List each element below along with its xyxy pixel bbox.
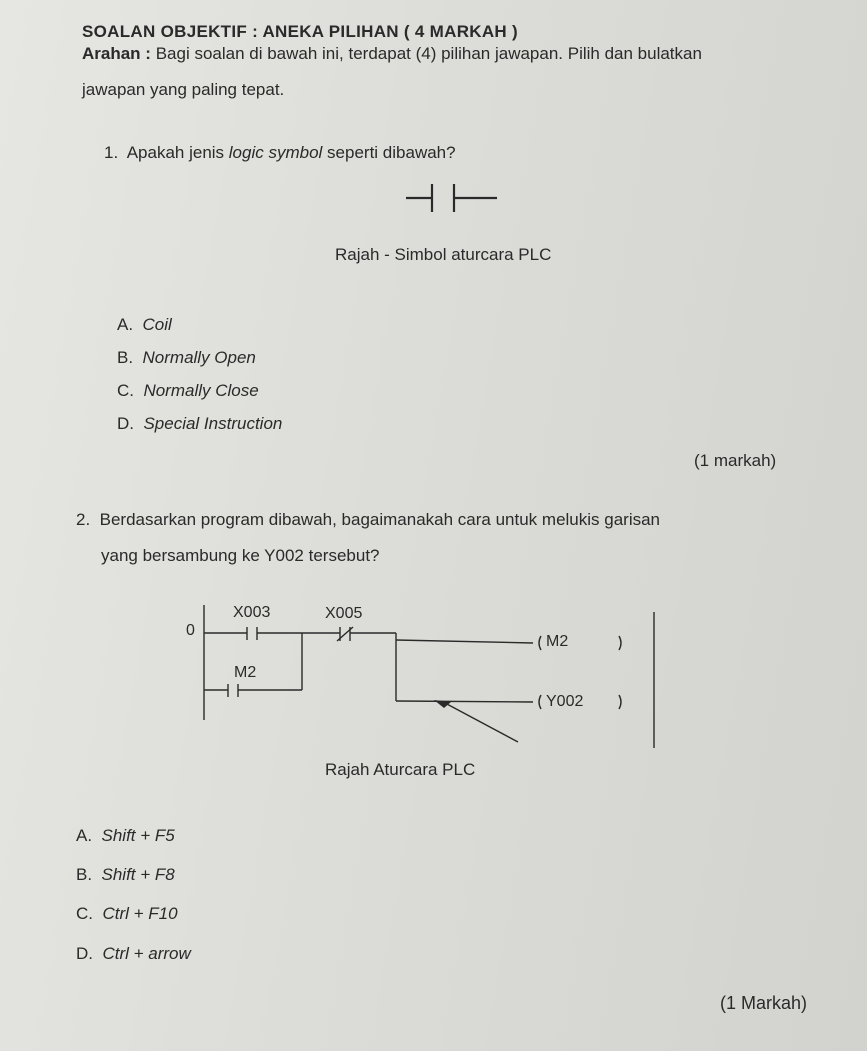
option-text: Shift + F5 xyxy=(101,826,175,845)
ladder-diagram xyxy=(204,605,654,748)
option-letter: B. xyxy=(76,865,93,884)
option-text: Normally Open xyxy=(142,348,256,367)
q1-option-a[interactable] xyxy=(117,315,172,335)
option-letter: D. xyxy=(76,944,93,963)
q1-option-b[interactable] xyxy=(117,348,256,368)
option-text: Special Instruction xyxy=(143,414,283,433)
question-text: Berdasarkan program dibawah, bagaimanakah cara untuk melukis garisan xyxy=(99,510,661,529)
option-text: Shift + F8 xyxy=(101,865,175,884)
q1-option-d[interactable] xyxy=(117,414,282,434)
ladder-coil-m2: M2 xyxy=(546,633,569,650)
option-letter: C. xyxy=(117,381,134,400)
section-title: SOALAN OBJEKTIF : ANEKA PILIHAN ( 4 MARKAH ) xyxy=(82,22,518,41)
normally-open-contact-symbol xyxy=(406,184,497,212)
option-text: Coil xyxy=(142,315,172,334)
instruction-label: Arahan : xyxy=(82,44,151,63)
instruction-line-2: jawapan yang paling tepat. xyxy=(82,80,285,99)
option-text: Normally Close xyxy=(143,381,259,400)
option-letter: D. xyxy=(117,414,134,433)
ladder-coil-y002: Y002 xyxy=(546,693,584,710)
q2-marks: (1 Markah) xyxy=(720,993,808,1013)
q1-option-c[interactable] xyxy=(117,381,259,401)
q2-option-c[interactable] xyxy=(76,904,178,924)
option-letter: B. xyxy=(117,348,134,367)
ladder-step-number: 0 xyxy=(186,622,195,639)
q2-option-b[interactable] xyxy=(76,865,175,885)
instruction-text: Bagi soalan di bawah ini, terdapat (4) pilihan jawapan. Pilih dan bulatkan xyxy=(150,44,702,63)
question-number: 1. xyxy=(104,143,119,162)
option-text: Ctrl + arrow xyxy=(102,944,191,963)
option-letter: C. xyxy=(76,904,93,923)
q1-figure-caption: Rajah - Simbol aturcara PLC xyxy=(335,245,552,264)
question-text-end: seperti dibawah? xyxy=(322,143,456,162)
question-number: 2. xyxy=(76,510,91,529)
option-letter: A. xyxy=(117,315,134,334)
question-2-line-2: yang bersambung ke Y002 tersebut? xyxy=(101,546,380,565)
q2-option-a[interactable] xyxy=(76,826,175,846)
question-text-italic: logic symbol xyxy=(228,143,323,162)
q2-option-d[interactable] xyxy=(76,944,191,964)
q2-figure-caption: Rajah Aturcara PLC xyxy=(325,760,476,779)
q1-marks: (1 markah) xyxy=(694,451,777,470)
ladder-label-x005: X005 xyxy=(325,605,363,622)
option-letter: A. xyxy=(76,826,93,845)
ladder-label-x003: X003 xyxy=(233,604,271,621)
ladder-label-m2: M2 xyxy=(234,664,257,681)
option-text: Ctrl + F10 xyxy=(102,904,178,923)
question-2-line-1 xyxy=(76,510,660,530)
question-text: Apakah jenis xyxy=(126,143,229,162)
